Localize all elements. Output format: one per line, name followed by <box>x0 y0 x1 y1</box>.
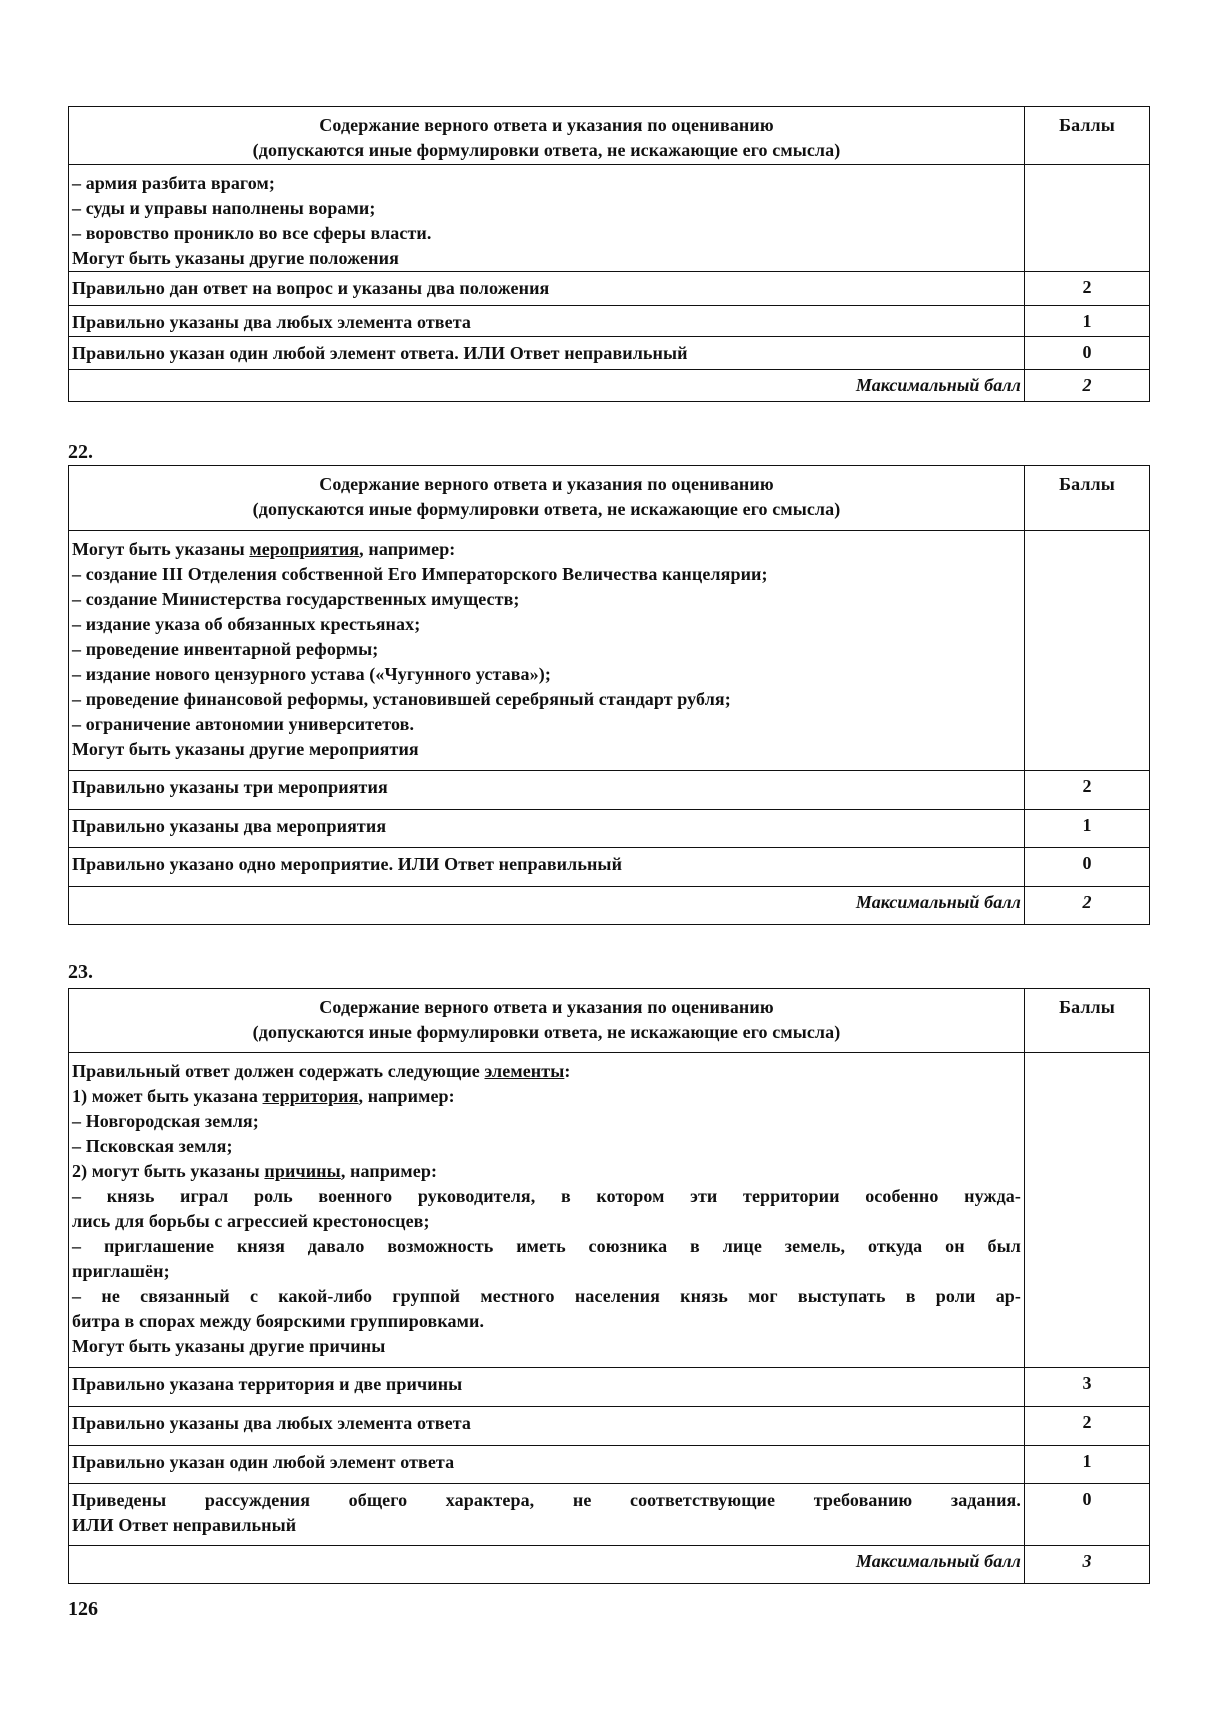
text-segment: Могут быть указаны другие мероприятия <box>72 739 419 759</box>
criterion-row <box>69 1368 1150 1407</box>
content-line <box>72 1334 1021 1359</box>
criterion-points: 1 <box>1025 1446 1150 1484</box>
header-points-cell: Баллы <box>1025 989 1150 1053</box>
scoring-table <box>68 106 1150 402</box>
answer-points-cell <box>1025 531 1150 771</box>
text-segment: – Псковская земля; <box>72 1136 233 1156</box>
criterion-line: Приведены рассуждения общего характера, не соответствующие требованию задания. <box>72 1490 1021 1510</box>
criterion-points: 2 <box>1025 272 1150 306</box>
content-line <box>72 537 1021 562</box>
content-line <box>72 712 1021 737</box>
criterion-points: 1 <box>1025 306 1150 337</box>
header-title: Содержание верного ответа и указания по оцениванию <box>319 474 774 494</box>
criterion-text: Правильно указаны два любых элемента ответа <box>69 1407 1025 1446</box>
content-line <box>72 1159 1021 1184</box>
text-segment: – князь играл роль военного руководителя, в котором эти территории особенно нужда- <box>72 1186 1021 1206</box>
criterion-text: Правильно указан один любой элемент ответа. ИЛИ Ответ неправильный <box>69 337 1025 370</box>
text-segment: 2) могут быть указаны <box>72 1161 265 1181</box>
header-content-cell <box>69 989 1025 1053</box>
max-score-value: 2 <box>1025 370 1150 402</box>
content-line <box>72 1134 1021 1159</box>
max-score-label: Максимальный балл <box>69 887 1025 925</box>
header-subtitle: (допускаются иные формулировки ответа, не искажающие его смысла) <box>252 1022 841 1042</box>
task-number: 23. <box>68 961 93 983</box>
criterion-row <box>69 337 1150 370</box>
text-segment: : <box>564 1061 571 1081</box>
content-line <box>72 562 1021 587</box>
content-line <box>72 1059 1021 1084</box>
scoring-table <box>68 465 1150 925</box>
content-line <box>72 1109 1021 1134</box>
content-line <box>72 612 1021 637</box>
criterion-text <box>69 1484 1025 1546</box>
criterion-row <box>69 1407 1150 1446</box>
content-line <box>72 221 1021 246</box>
answer-content-row <box>69 165 1150 272</box>
content-line <box>72 662 1021 687</box>
text-segment: – армия разбита врагом; <box>72 173 275 193</box>
answer-content-row <box>69 1053 1150 1368</box>
table-header-row <box>69 466 1150 531</box>
criterion-text: Правильно указаны два любых элемента ответа <box>69 306 1025 337</box>
text-segment: битра в спорах между боярскими группировками. <box>72 1311 485 1331</box>
criterion-text: Правильно указан один любой элемент ответа <box>69 1446 1025 1484</box>
header-points-cell: Баллы <box>1025 107 1150 165</box>
header-title: Содержание верного ответа и указания по оцениванию <box>319 115 774 135</box>
text-segment: Могут быть указаны <box>72 539 250 559</box>
text-segment: – приглашение князя давало возможность иметь союзника в лице земель, откуда он был <box>72 1236 1021 1256</box>
underlined-keyword: причины <box>264 1161 341 1181</box>
text-segment: – издание указа об обязанных крестьянах; <box>72 614 421 634</box>
criterion-row <box>69 1484 1150 1546</box>
criterion-text: Правильно указаны два мероприятия <box>69 810 1025 848</box>
header-content-cell <box>69 466 1025 531</box>
content-line <box>72 587 1021 612</box>
text-segment: Могут быть указаны другие положения <box>72 248 399 268</box>
answer-content-row <box>69 531 1150 771</box>
text-segment: – ограничение автономии университетов. <box>72 714 415 734</box>
max-score-label: Максимальный балл <box>69 1546 1025 1584</box>
max-score-row <box>69 887 1150 925</box>
scoring-table <box>68 988 1150 1584</box>
criterion-text: Правильно указано одно мероприятие. ИЛИ Ответ неправильный <box>69 848 1025 887</box>
text-segment: – не связанный с какой-либо группой местного населения князь мог выступать в роли ар- <box>72 1286 1021 1306</box>
text-segment: – проведение финансовой реформы, установившей серебряный стандарт рубля; <box>72 689 731 709</box>
criterion-points: 0 <box>1025 337 1150 370</box>
max-score-row <box>69 370 1150 402</box>
criterion-points: 0 <box>1025 848 1150 887</box>
table-header-row <box>69 107 1150 165</box>
text-segment: приглашён; <box>72 1261 170 1281</box>
table-header-row <box>69 989 1150 1053</box>
criterion-line: ИЛИ Ответ неправильный <box>72 1515 297 1535</box>
criterion-points: 3 <box>1025 1368 1150 1407</box>
text-segment: – создание Министерства государственных имуществ; <box>72 589 520 609</box>
content-line <box>72 1259 1021 1284</box>
max-score-label: Максимальный балл <box>69 370 1025 402</box>
text-segment: Могут быть указаны другие причины <box>72 1336 386 1356</box>
answer-content-cell <box>69 531 1025 771</box>
underlined-keyword: элементы <box>484 1061 565 1081</box>
content-line <box>72 637 1021 662</box>
criterion-text: Правильно указаны три мероприятия <box>69 771 1025 810</box>
answer-points-cell <box>1025 165 1150 272</box>
header-subtitle: (допускаются иные формулировки ответа, не искажающие его смысла) <box>252 499 841 519</box>
text-segment: – Новгородская земля; <box>72 1111 259 1131</box>
content-line <box>72 1209 1021 1234</box>
text-segment: , например: <box>358 1086 455 1106</box>
text-segment: , например: <box>359 539 456 559</box>
criterion-points: 2 <box>1025 771 1150 810</box>
content-line <box>72 1234 1021 1259</box>
content-line <box>72 196 1021 221</box>
criterion-row <box>69 306 1150 337</box>
text-segment: – воровство проникло во все сферы власти. <box>72 223 432 243</box>
criterion-row <box>69 810 1150 848</box>
text-segment: 1) может быть указана <box>72 1086 263 1106</box>
content-line <box>72 1184 1021 1209</box>
answer-content-cell <box>69 1053 1025 1368</box>
criterion-row <box>69 272 1150 306</box>
text-segment: – суды и управы наполнены ворами; <box>72 198 376 218</box>
content-line <box>72 1309 1021 1334</box>
answer-points-cell <box>1025 1053 1150 1368</box>
criterion-text: Правильно указана территория и две причины <box>69 1368 1025 1407</box>
answer-content-cell <box>69 165 1025 272</box>
underlined-keyword: мероприятия <box>249 539 360 559</box>
content-line <box>72 246 1021 271</box>
text-segment: – проведение инвентарной реформы; <box>72 639 379 659</box>
text-segment: – создание III Отделения собственной Его Императорского Величества канцелярии; <box>72 564 768 584</box>
header-points-cell: Баллы <box>1025 466 1150 531</box>
header-subtitle: (допускаются иные формулировки ответа, не искажающие его смысла) <box>252 140 841 160</box>
criterion-points: 2 <box>1025 1407 1150 1446</box>
content-line <box>72 687 1021 712</box>
content-line <box>72 737 1021 762</box>
content-line <box>72 1084 1021 1109</box>
criterion-points: 0 <box>1025 1484 1150 1546</box>
task-number: 22. <box>68 441 93 463</box>
text-segment: , например: <box>340 1161 438 1181</box>
header-title: Содержание верного ответа и указания по оцениванию <box>319 997 774 1017</box>
criterion-row <box>69 771 1150 810</box>
criterion-row <box>69 1446 1150 1484</box>
max-score-row <box>69 1546 1150 1584</box>
criterion-row <box>69 848 1150 887</box>
content-line <box>72 1284 1021 1309</box>
max-score-value: 2 <box>1025 887 1150 925</box>
criterion-text: Правильно дан ответ на вопрос и указаны два положения <box>69 272 1025 306</box>
underlined-keyword: территория <box>262 1086 359 1106</box>
text-segment: – издание нового цензурного устава («Чугунного устава»); <box>72 664 551 684</box>
content-line <box>72 171 1021 196</box>
text-segment: Правильный ответ должен содержать следующие <box>72 1061 485 1081</box>
page-number: 126 <box>68 1598 98 1620</box>
max-score-value: 3 <box>1025 1546 1150 1584</box>
text-segment: лись для борьбы с агрессией крестоносцев; <box>72 1211 430 1231</box>
criterion-points: 1 <box>1025 810 1150 848</box>
header-content-cell <box>69 107 1025 165</box>
